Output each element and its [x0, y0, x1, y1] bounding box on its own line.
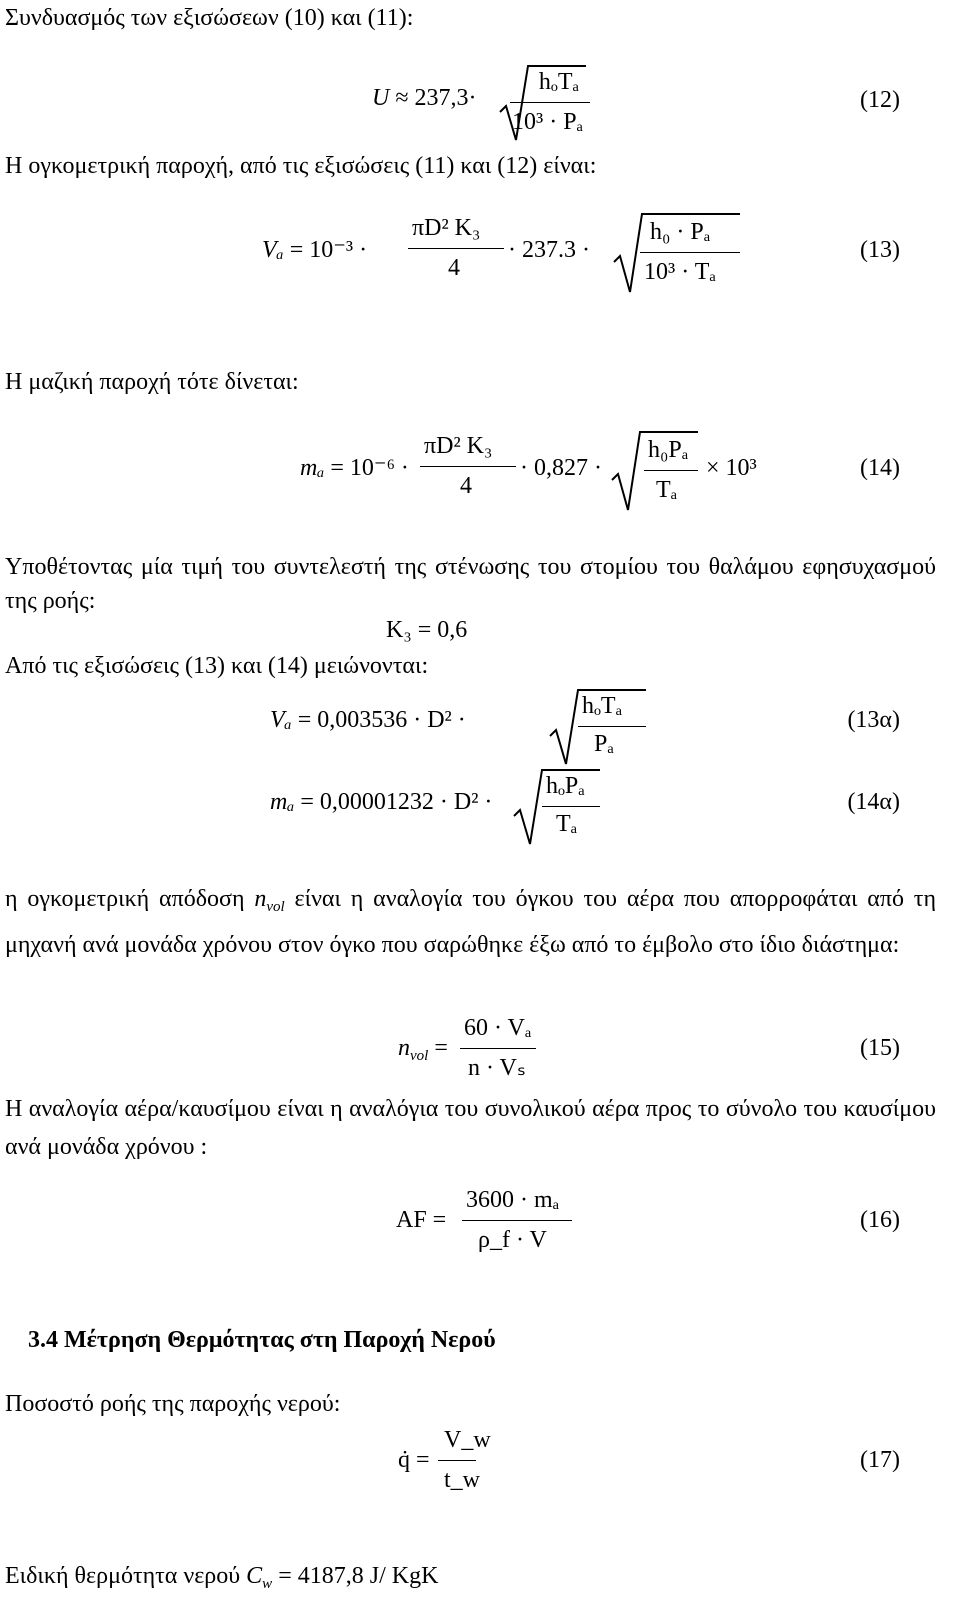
eq13a-lhs: Vₐ [270, 707, 292, 733]
eq13-rad-bar [640, 252, 740, 253]
eq13a-mid: = 0,003536 · D² · [297, 707, 466, 733]
eq13-frac-numerator: πD² K₃ [412, 215, 481, 241]
eq17-numerator: V_w [444, 1427, 491, 1453]
eq14a-rad-bar [542, 806, 600, 807]
paragraph-specific-heat [5, 1560, 936, 1595]
eq13-coef: · 237.3 · [508, 237, 590, 263]
equation-13a [0, 686, 960, 757]
eq17-fraction-bar [438, 1460, 476, 1461]
paragraph-mass-flow: Η μαζική παροχή τότε δίνεται: [5, 369, 299, 395]
equation-13 [0, 210, 960, 285]
eq14-coef: · 0,827 · [520, 455, 602, 481]
eq14-lhs: mₐ [300, 455, 325, 481]
eq13-mid: = 10⁻³ · [289, 237, 368, 263]
eq14a-mid: = 0,00001232 · D² · [300, 789, 493, 815]
eq14a-rad-numerator: hₒPₐ [546, 773, 585, 799]
eq15-lhs: n [398, 1035, 410, 1061]
eq16-label: (16) [860, 1207, 900, 1233]
eq13a-rad-bar [578, 726, 646, 727]
eq14-rad-denominator: Tₐ [656, 477, 678, 503]
eq15-fraction-bar [460, 1048, 536, 1049]
p6-symbol: n [254, 886, 267, 912]
p9-symbol: C [246, 1563, 263, 1589]
paragraph-reduced: Από τις εξισώσεις (13) και (14) μειώνονται: [5, 653, 429, 679]
eq12-numerator: hₒTₐ [538, 69, 580, 95]
eq13-rad-numerator: h₀ · Pₐ [650, 219, 711, 245]
eq14-frac-numerator: πD² K₃ [424, 433, 493, 459]
equation-12 [0, 62, 960, 135]
eq15-equals: = [434, 1035, 448, 1061]
p6-text-b: είναι η αναλογία του όγκου του αέρα που απορροφάται από τη μηχανή ανά μονάδα χρόνου στον όγκο που σαρώθηκε έξω από το έμβολο στο ίδιο διάστημα: [5, 886, 936, 958]
eq14a-label: (14α) [847, 789, 900, 815]
eq13-frac-denominator: 4 [448, 255, 460, 281]
section-heading: 3.4 Μέτρηση Θερμότητας στη Παροχή Νερού [28, 1327, 496, 1353]
paragraph-air-fuel-ratio: Η αναλογία αέρα/καυσίμου είναι η αναλόγια του συνολικού αέρα προς το σύνολο του καυσίμου ανά μονάδα χρόνου : [5, 1096, 936, 1160]
eq16-denominator: ρ_f · V [478, 1227, 547, 1253]
eq13a-label: (13α) [847, 707, 900, 733]
eq12-coef: 237,3· [414, 85, 477, 111]
eq17-label: (17) [860, 1447, 900, 1473]
eq12-approx: ≈ [395, 85, 409, 111]
eq15-label: (15) [860, 1035, 900, 1061]
p9-text-a: Ειδική θερμότητα νερού [5, 1563, 241, 1589]
paragraph-assumption: Υποθέτοντας μία τιμή του συντελεστή της στένωσης του στομίου του θαλάμου εφησυχασμού της ροής: [5, 554, 936, 614]
intro-paragraph: Συνδυασμός των εξισώσεων (10) και (11): [5, 5, 414, 31]
p9-value: = 4187,8 J/ KgK [278, 1563, 439, 1589]
p6-symbol-sub: vol [266, 899, 285, 915]
eq14-rad-bar [644, 470, 698, 471]
p6-text-a: η ογκομετρική απόδοση [5, 886, 245, 912]
eq17-lhs: q̇ = [398, 1447, 430, 1473]
eq14-rad-numerator: h₀Pₐ [648, 437, 689, 463]
paragraph-volumetric-efficiency [5, 880, 936, 964]
eq14-label: (14) [860, 455, 900, 481]
eq16-fraction-bar [462, 1220, 572, 1221]
equation-14 [0, 428, 960, 503]
eq14a-rad-denominator: Tₐ [556, 811, 578, 837]
equation-16 [0, 1184, 960, 1253]
eq15-numerator: 60 · Vₐ [464, 1015, 532, 1041]
eq16-numerator: 3600 · mₐ [466, 1187, 560, 1213]
eq12-label: (12) [860, 87, 900, 113]
p9-symbol-sub: w [262, 1576, 273, 1592]
eq15-denominator: n · Vₛ [468, 1055, 526, 1081]
k3-value: K₃ = 0,6 [386, 617, 468, 643]
eq14-fraction-bar [420, 466, 516, 467]
eq14a-lhs: mₐ [270, 789, 295, 815]
eq13-label: (13) [860, 237, 900, 263]
eq12-fraction-bar [510, 102, 590, 103]
eq13-lhs: Vₐ [262, 237, 284, 263]
eq14-tail: × 10³ [706, 455, 757, 481]
eq12-denominator: 10³ · Pₐ [512, 109, 584, 135]
eq14-mid: = 10⁻⁶ · [330, 455, 409, 481]
equation-17 [0, 1424, 960, 1493]
eq13a-rad-numerator: hₒTₐ [582, 693, 623, 719]
paragraph-water-flow: Ποσοστό ροής της παροχής νερού: [5, 1391, 341, 1417]
eq16-lhs: AF = [396, 1207, 447, 1233]
paragraph-volume-flow: Η ογκομετρική παροχή, από τις εξισώσεις (11) και (12) είναι: [5, 153, 597, 179]
eq17-denominator: t_w [444, 1467, 480, 1493]
eq15-lhs-sub: vol [410, 1048, 429, 1064]
eq14-frac-denominator: 4 [460, 473, 472, 499]
equation-15 [0, 1012, 960, 1081]
eq13a-rad-denominator: Pₐ [594, 731, 614, 757]
eq13-rad-denominator: 10³ · Tₐ [644, 259, 716, 285]
eq13-fraction-bar [408, 248, 504, 249]
equation-14a [0, 766, 960, 837]
eq12-lhs: U [372, 85, 390, 111]
